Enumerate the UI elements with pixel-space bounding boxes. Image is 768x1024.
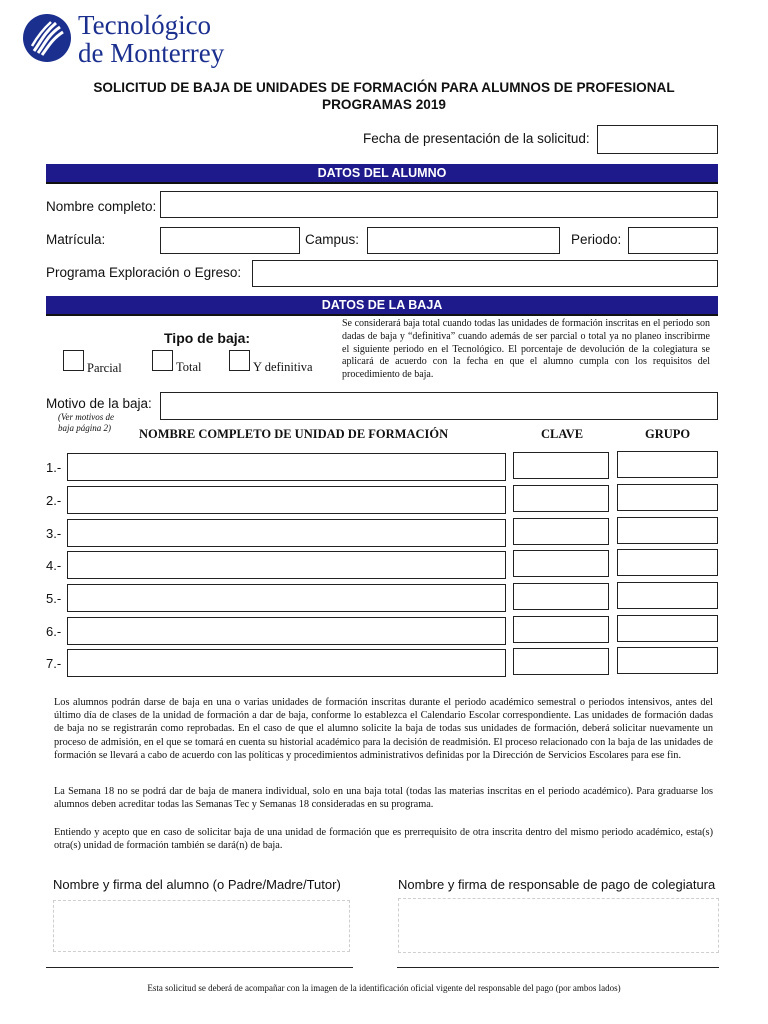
course-group-field[interactable] xyxy=(617,484,718,511)
logo-line-1: Tecnológico xyxy=(78,10,212,40)
total-label: Total xyxy=(176,360,202,374)
student-signature-label: Nombre y firma del alumno (o Padre/Madre/Tutor) xyxy=(53,877,341,892)
period-field[interactable] xyxy=(628,227,718,254)
note-paragraph-3: Entiendo y acepto que en caso de solicitar baja de una unidad de formación que es prerrequisito de otra inscrita dentro del mismo periodo académico, esta(s) otra(s) unidad de formación también se dará(n) de baja. xyxy=(54,827,713,852)
course-group-field[interactable] xyxy=(617,517,718,544)
row-number: 2.- xyxy=(46,493,62,508)
note-paragraph-1: Los alumnos podrán darse de baja en una o varias unidades de formación inscritas durante el periodo académico semestral o periodos intensivos, antes del último día de clases de la unidad de formación a dar de baja, conforme lo establezca el Calendario Escolar correspondiente. Las unidades de formación dadas de baja no se registrarán como reprobadas. En el caso de que el alumno solicite la baja de todas sus unidades de formación, deberá solicitar nuevamente un proceso de admisión, en el que se tomará en cuenta su historial académico para la decisión de readmisión. El proceso relacionado con la baja de las unidades de formación se llevará a cabo de acuerdo con las políticas y procedimientos administrativos definidas por la Dirección de Servicios Escolares para ese fin. xyxy=(54,697,713,761)
reason-label: Motivo de la baja: xyxy=(46,396,152,411)
tec-logo-icon xyxy=(22,13,72,63)
course-name-field[interactable] xyxy=(67,584,506,612)
column-header-group: GRUPO xyxy=(645,427,691,441)
column-header-key: CLAVE xyxy=(541,427,584,441)
definitive-checkbox[interactable] xyxy=(229,350,250,371)
program-field[interactable] xyxy=(252,260,718,287)
reason-note-line-1: (Ver motivos de xyxy=(58,412,114,422)
course-key-field[interactable] xyxy=(513,550,609,577)
campus-label: Campus: xyxy=(305,232,360,247)
course-key-field[interactable] xyxy=(513,648,609,675)
program-label: Programa Exploración o Egreso: xyxy=(46,265,242,280)
campus-field[interactable] xyxy=(367,227,560,254)
name-label: Nombre completo: xyxy=(46,199,157,214)
row-number: 6.- xyxy=(46,624,62,639)
form-title-line-1: SOLICITUD DE BAJA DE UNIDADES DE FORMACIÓN PARA ALUMNOS DE PROFESIONAL xyxy=(93,80,675,95)
course-key-field[interactable] xyxy=(513,616,609,643)
period-label: Periodo: xyxy=(571,232,622,247)
form-title-line-2: PROGRAMAS 2019 xyxy=(322,97,446,112)
partial-label: Parcial xyxy=(87,361,122,375)
course-key-field[interactable] xyxy=(513,485,609,512)
row-number: 1.- xyxy=(46,460,62,475)
note-paragraph-2: La Semana 18 no se podrá dar de baja de manera individual, solo en una baja total (todas las materias inscritas en el periodo académico). Para graduarse los alumnos deben acreditar todas las Semanas Tec y Semanas 18 consideradas en su programa. xyxy=(54,786,713,811)
footer-note: Esta solicitud se deberá de acompañar con la imagen de la identificación oficial vigente del responsable del pago (por ambos lados) xyxy=(147,983,621,993)
course-name-field[interactable] xyxy=(67,453,506,481)
drop-type-title: Tipo de baja: xyxy=(164,330,251,346)
course-key-field[interactable] xyxy=(513,583,609,610)
logo-line-2: de Monterrey xyxy=(78,38,225,68)
total-checkbox[interactable] xyxy=(152,350,173,371)
id-label: Matrícula: xyxy=(46,232,106,247)
name-field[interactable] xyxy=(160,191,718,218)
course-group-field[interactable] xyxy=(617,582,718,609)
row-number: 3.- xyxy=(46,526,62,541)
student-section-header: DATOS DEL ALUMNO xyxy=(46,164,718,184)
reason-field[interactable] xyxy=(160,392,718,420)
id-field[interactable] xyxy=(160,227,300,254)
course-name-field[interactable] xyxy=(67,617,506,645)
definitive-label: Y definitiva xyxy=(253,360,313,374)
reason-note-line-2: baja página 2) xyxy=(58,423,111,433)
partial-checkbox[interactable] xyxy=(63,350,84,371)
student-signature-line xyxy=(46,967,353,968)
date-field[interactable] xyxy=(597,125,718,154)
course-group-field[interactable] xyxy=(617,647,718,674)
column-header-name: NOMBRE COMPLETO DE UNIDAD DE FORMACIÓN xyxy=(139,427,449,441)
payer-signature-label: Nombre y firma de responsable de pago de colegiatura xyxy=(398,877,716,892)
student-signature-box[interactable] xyxy=(53,900,350,952)
course-name-field[interactable] xyxy=(67,519,506,547)
payer-signature-line xyxy=(397,967,719,968)
logo xyxy=(22,13,72,63)
course-group-field[interactable] xyxy=(617,549,718,576)
course-name-field[interactable] xyxy=(67,551,506,579)
drop-info-text: Se considerará baja total cuando todas las unidades de formación inscritas en el periodo son dadas de baja y “definitiva” cuando además de ser parcial o total ya no planeo inscribirme el siguiente periodo en el Tecnológico. El porcentaje de devolución de la colegiatura se aplicará de acuerdo con la fecha en que el alumno cumpla con los requisitos del procedimiento de baja. xyxy=(342,318,710,381)
course-key-field[interactable] xyxy=(513,452,609,479)
course-name-field[interactable] xyxy=(67,649,506,677)
date-label: Fecha de presentación de la solicitud: xyxy=(363,131,590,146)
row-number: 7.- xyxy=(46,656,62,671)
drop-section-header: DATOS DE LA BAJA xyxy=(46,296,718,316)
row-number: 4.- xyxy=(46,558,62,573)
row-number: 5.- xyxy=(46,591,62,606)
course-group-field[interactable] xyxy=(617,451,718,478)
course-key-field[interactable] xyxy=(513,518,609,545)
payer-signature-box[interactable] xyxy=(398,898,719,953)
course-name-field[interactable] xyxy=(67,486,506,514)
course-group-field[interactable] xyxy=(617,615,718,642)
